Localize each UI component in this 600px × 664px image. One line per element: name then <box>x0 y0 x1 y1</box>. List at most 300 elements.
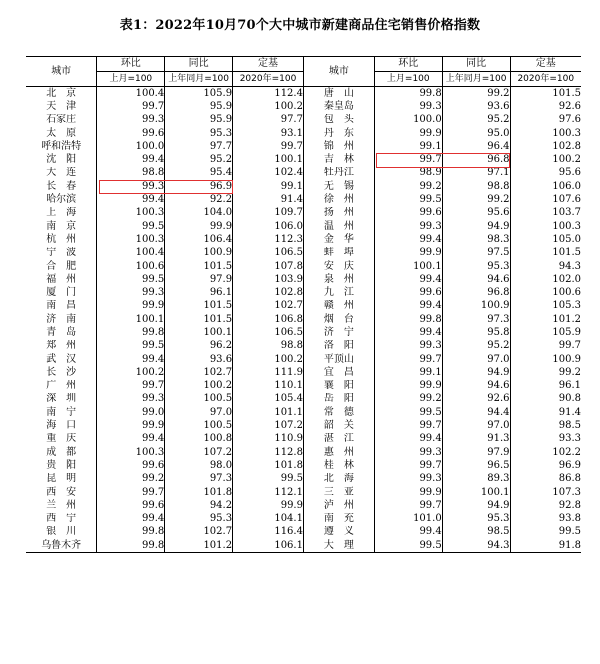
cell-mom-right: 98.9 <box>374 167 442 180</box>
cell-city-left: 贵 阳 <box>26 459 97 472</box>
cell-fixed-right: 100.6 <box>552 287 581 299</box>
cell-fixed-left: 103.9 <box>233 273 304 286</box>
cell-city-right: 吉 林 <box>303 153 374 166</box>
cell-mom-right: 101.0 <box>374 513 442 526</box>
cell-mom-right: 99.4 <box>374 233 442 246</box>
cell-fixed-right: 99.5 <box>558 526 581 538</box>
cell-yoy-right: 93.6 <box>442 100 510 113</box>
cell-yoy-right: 99.2 <box>442 87 510 101</box>
cell-city-right: 九 江 <box>303 286 374 299</box>
cell-yoy-left: 94.2 <box>165 499 233 512</box>
header-fixed-base-right: 2020年=100 <box>510 72 581 87</box>
cell-city-right: 安 庆 <box>303 260 374 273</box>
cell-yoy-right: 97.0 <box>442 419 510 432</box>
cell-yoy-right: 96.4 <box>442 140 510 153</box>
cell-city-right: 赣 州 <box>303 300 374 313</box>
cell-mom-right: 99.9 <box>374 127 442 140</box>
cell-mom-left: 99.8 <box>97 539 165 553</box>
cell-city-left: 西 安 <box>26 486 97 499</box>
table-row <box>26 459 581 472</box>
cell-yoy-right: 95.0 <box>442 127 510 140</box>
cell-city-right: 秦皇岛 <box>303 100 374 113</box>
cell-mom-right: 100.0 <box>374 114 442 127</box>
cell-yoy-right: 96.8 <box>442 286 510 299</box>
cell-fixed-left: 106.8 <box>233 313 304 326</box>
table-row <box>26 100 581 113</box>
cell-yoy-right: 95.2 <box>442 340 510 353</box>
cell-mom-right: 99.4 <box>374 326 442 339</box>
cell-mom-right: 99.3 <box>374 220 442 233</box>
cell-mom-left: 99.8 <box>97 526 165 539</box>
table-row <box>26 340 581 353</box>
cell-city-left: 合 肥 <box>26 260 97 273</box>
cell-city-left: 南 京 <box>26 220 97 233</box>
cell-mom-right: 99.6 <box>374 207 442 220</box>
cell-city-left: 石家庄 <box>26 114 97 127</box>
cell-mom-right: 99.8 <box>374 313 442 326</box>
cell-city-left: 哈尔滨 <box>26 193 97 206</box>
cell-fixed-right: 101.5 <box>552 87 581 99</box>
cell-fixed-left: 104.1 <box>233 513 304 526</box>
cell-yoy-left: 93.6 <box>165 353 233 366</box>
cell-fixed-right: 107.3 <box>552 486 581 498</box>
cell-fixed-right: 105.3 <box>552 300 581 312</box>
cell-yoy-left: 104.0 <box>165 207 233 220</box>
cell-fixed-right: 99.2 <box>558 366 581 378</box>
cell-fixed-right: 86.8 <box>558 473 581 485</box>
cell-city-right: 牡丹江 <box>303 167 374 180</box>
cell-mom-left: 98.8 <box>97 167 165 180</box>
cell-fixed-left: 99.5 <box>233 473 304 486</box>
cell-mom-right: 99.3 <box>374 446 442 459</box>
cell-yoy-right: 95.3 <box>442 513 510 526</box>
header-mom-left: 环比 <box>97 57 165 72</box>
cell-fixed-left: 106.0 <box>233 220 304 233</box>
cell-mom-right: 99.6 <box>374 286 442 299</box>
cell-fixed-right: 93.3 <box>558 433 581 445</box>
table-row <box>26 380 581 393</box>
cell-mom-right: 99.9 <box>374 380 442 393</box>
cell-city-left: 济 南 <box>26 313 97 326</box>
cell-mom-left: 99.9 <box>97 300 165 313</box>
cell-fixed-right: 92.6 <box>558 100 581 112</box>
cell-yoy-right: 97.9 <box>442 446 510 459</box>
table-row <box>26 406 581 419</box>
cell-yoy-left: 100.5 <box>165 393 233 406</box>
cell-city-left: 杭 州 <box>26 233 97 246</box>
cell-yoy-left: 100.1 <box>165 326 233 339</box>
cell-fixed-left: 112.3 <box>233 233 304 246</box>
cell-city-right: 湛 江 <box>303 433 374 446</box>
cell-mom-left: 99.4 <box>97 153 165 166</box>
header-yoy-base-right: 上年同月=100 <box>442 72 510 87</box>
cell-mom-right: 99.5 <box>374 539 442 553</box>
header-fixed-base-left: 2020年=100 <box>233 72 304 87</box>
cell-city-left: 福 州 <box>26 273 97 286</box>
cell-fixed-right: 98.5 <box>558 420 581 432</box>
cell-city-left: 青 岛 <box>26 326 97 339</box>
cell-city-left: 南 昌 <box>26 300 97 313</box>
cell-yoy-right: 99.2 <box>442 193 510 206</box>
cell-mom-right: 99.2 <box>374 180 442 193</box>
cell-city-left: 兰 州 <box>26 499 97 512</box>
cell-yoy-right: 94.9 <box>442 220 510 233</box>
cell-city-left: 沈 阳 <box>26 153 97 166</box>
cell-city-right: 温 州 <box>303 220 374 233</box>
cell-mom-left: 99.6 <box>97 127 165 140</box>
cell-city-right: 无 锡 <box>303 180 374 193</box>
cell-mom-left: 99.5 <box>97 220 165 233</box>
table-row <box>26 247 581 260</box>
cell-fixed-left: 100.2 <box>233 100 304 113</box>
cell-city-right: 金 华 <box>303 233 374 246</box>
cell-city-right: 锦 州 <box>303 140 374 153</box>
cell-mom-right: 99.7 <box>374 353 442 366</box>
table-row <box>26 313 581 326</box>
cell-mom-right: 99.4 <box>374 300 442 313</box>
cell-yoy-left: 101.5 <box>165 313 233 326</box>
table-row <box>26 300 581 313</box>
cell-mom-left: 99.7 <box>97 100 165 113</box>
cell-fixed-right: 102.8 <box>552 140 581 152</box>
cell-yoy-left: 96.2 <box>165 340 233 353</box>
cell-yoy-left: 101.5 <box>165 300 233 313</box>
cell-mom-left: 100.2 <box>97 366 165 379</box>
cell-fixed-right: 91.4 <box>558 406 581 418</box>
table-row <box>26 180 581 193</box>
cell-yoy-left: 96.1 <box>165 286 233 299</box>
cell-city-right: 南 充 <box>303 513 374 526</box>
cell-yoy-left: 101.5 <box>165 260 233 273</box>
cell-yoy-right: 94.6 <box>442 380 510 393</box>
cell-mom-left: 99.3 <box>97 393 165 406</box>
cell-mom-left: 100.0 <box>97 140 165 153</box>
cell-fixed-right: 90.8 <box>558 393 581 405</box>
cell-mom-left: 99.2 <box>97 473 165 486</box>
cell-mom-left: 99.3 <box>97 180 165 193</box>
cell-city-left: 武 汉 <box>26 353 97 366</box>
cell-yoy-right: 92.6 <box>442 393 510 406</box>
cell-fixed-left: 112.4 <box>233 87 304 101</box>
cell-mom-left: 100.3 <box>97 207 165 220</box>
cell-fixed-right: 100.9 <box>552 353 581 365</box>
cell-mom-right: 99.2 <box>374 393 442 406</box>
cell-city-left: 宁 波 <box>26 247 97 260</box>
cell-yoy-left: 105.9 <box>165 87 233 101</box>
cell-mom-right: 99.1 <box>374 366 442 379</box>
cell-city-right: 洛 阳 <box>303 340 374 353</box>
cell-city-right: 北 海 <box>303 473 374 486</box>
cell-fixed-right: 101.5 <box>552 247 581 259</box>
cell-mom-right: 99.9 <box>374 247 442 260</box>
cell-yoy-right: 91.3 <box>442 433 510 446</box>
cell-city-left: 成 都 <box>26 446 97 459</box>
cell-fixed-left: 97.7 <box>233 114 304 127</box>
cell-mom-left: 100.4 <box>97 87 165 101</box>
cell-mom-left: 99.4 <box>97 193 165 206</box>
cell-city-right: 丹 东 <box>303 127 374 140</box>
cell-city-left: 重 庆 <box>26 433 97 446</box>
cell-yoy-left: 97.7 <box>165 140 233 153</box>
header-yoy-left: 同比 <box>165 57 233 72</box>
cell-yoy-right: 97.3 <box>442 313 510 326</box>
table-row <box>26 273 581 286</box>
cell-mom-left: 99.6 <box>97 499 165 512</box>
cell-city-left: 大 连 <box>26 167 97 180</box>
cell-mom-left: 99.3 <box>97 114 165 127</box>
cell-fixed-right: 92.8 <box>558 499 581 511</box>
cell-mom-left: 99.9 <box>97 419 165 432</box>
cell-city-right: 蚌 埠 <box>303 247 374 260</box>
header-fixed-left: 定基 <box>233 57 304 72</box>
cell-mom-right: 99.1 <box>374 140 442 153</box>
header-city-left: 城市 <box>26 57 97 87</box>
header-city-right: 城市 <box>303 57 374 87</box>
cell-yoy-left: 95.2 <box>165 153 233 166</box>
cell-fixed-left: 109.7 <box>233 207 304 220</box>
header-mom-right: 环比 <box>374 57 442 72</box>
cell-mom-left: 99.7 <box>97 380 165 393</box>
cell-city-left: 南 宁 <box>26 406 97 419</box>
cell-fixed-left: 101.8 <box>233 459 304 472</box>
cell-mom-left: 99.5 <box>97 340 165 353</box>
cell-fixed-left: 100.1 <box>233 153 304 166</box>
cell-fixed-left: 110.9 <box>233 433 304 446</box>
cell-yoy-right: 95.8 <box>442 326 510 339</box>
table-row <box>26 87 581 101</box>
cell-yoy-right: 98.8 <box>442 180 510 193</box>
table-body <box>26 87 581 553</box>
cell-mom-left: 99.4 <box>97 433 165 446</box>
cell-fixed-left: 110.1 <box>233 380 304 393</box>
cell-fixed-right: 91.8 <box>510 539 581 553</box>
cell-city-left: 呼和浩特 <box>26 140 97 153</box>
cell-yoy-right: 95.3 <box>442 260 510 273</box>
cell-mom-left: 99.0 <box>97 406 165 419</box>
cell-fixed-left: 98.8 <box>233 340 304 353</box>
cell-fixed-left: 99.7 <box>233 140 304 153</box>
cell-yoy-left: 100.5 <box>165 419 233 432</box>
table-row <box>26 353 581 366</box>
cell-mom-right: 99.4 <box>374 433 442 446</box>
cell-yoy-left: 100.8 <box>165 433 233 446</box>
cell-mom-left: 99.6 <box>97 459 165 472</box>
table-row <box>26 433 581 446</box>
cell-fixed-left: 99.1 <box>233 180 304 193</box>
cell-yoy-right: 97.1 <box>442 167 510 180</box>
cell-city-right: 惠 州 <box>303 446 374 459</box>
cell-fixed-right: 102.2 <box>552 446 581 458</box>
cell-fixed-right: 103.7 <box>552 207 581 219</box>
cell-yoy-left: 107.2 <box>165 446 233 459</box>
cell-mom-left: 99.3 <box>97 286 165 299</box>
table-row <box>26 513 581 526</box>
cell-fixed-left: 105.4 <box>233 393 304 406</box>
cell-yoy-right: 100.1 <box>442 486 510 499</box>
cell-yoy-left: 100.2 <box>165 380 233 393</box>
cell-city-right: 襄 阳 <box>303 380 374 393</box>
cell-mom-left: 100.1 <box>97 313 165 326</box>
cell-yoy-right: 94.9 <box>442 366 510 379</box>
table-row <box>26 114 581 127</box>
cell-fixed-left: 102.8 <box>233 286 304 299</box>
cell-yoy-right: 97.0 <box>442 353 510 366</box>
cell-fixed-left: 112.1 <box>233 486 304 499</box>
cell-fixed-left: 107.2 <box>233 419 304 432</box>
cell-mom-right: 99.7 <box>374 459 442 472</box>
cell-fixed-right: 96.9 <box>558 459 581 471</box>
cell-city-left: 乌鲁木齐 <box>26 539 97 553</box>
cell-city-left: 西 宁 <box>26 513 97 526</box>
cell-city-left: 广 州 <box>26 380 97 393</box>
cell-yoy-right: 94.6 <box>442 273 510 286</box>
cell-mom-left: 100.6 <box>97 260 165 273</box>
table-row <box>26 499 581 512</box>
cell-yoy-left: 96.9 <box>165 180 233 193</box>
cell-city-left: 长 沙 <box>26 366 97 379</box>
cell-yoy-left: 101.2 <box>165 539 233 553</box>
cell-yoy-right: 100.9 <box>442 300 510 313</box>
cell-fixed-left: 106.5 <box>233 326 304 339</box>
price-index-table <box>26 56 581 553</box>
cell-mom-right: 99.3 <box>374 473 442 486</box>
table-row <box>26 167 581 180</box>
table-row <box>26 539 581 553</box>
cell-yoy-right: 95.2 <box>442 114 510 127</box>
cell-yoy-right: 96.5 <box>442 459 510 472</box>
table-row <box>26 207 581 220</box>
cell-fixed-right: 100.3 <box>552 220 581 232</box>
header-yoy-base-left: 上年同月=100 <box>165 72 233 87</box>
cell-yoy-left: 95.9 <box>165 100 233 113</box>
cell-city-left: 海 口 <box>26 419 97 432</box>
cell-city-right: 扬 州 <box>303 207 374 220</box>
cell-yoy-right: 96.8 <box>442 153 510 166</box>
cell-mom-right: 99.9 <box>374 486 442 499</box>
table-row <box>26 419 581 432</box>
cell-mom-left: 100.4 <box>97 247 165 260</box>
table-row <box>26 233 581 246</box>
cell-city-right: 常 德 <box>303 406 374 419</box>
cell-mom-right: 99.7 <box>374 499 442 512</box>
cell-mom-left: 100.3 <box>97 446 165 459</box>
cell-city-right: 岳 阳 <box>303 393 374 406</box>
cell-fixed-left: 91.4 <box>233 193 304 206</box>
cell-mom-right: 99.4 <box>374 526 442 539</box>
cell-fixed-right: 97.6 <box>558 114 581 126</box>
cell-mom-right: 99.7 <box>374 153 442 166</box>
cell-fixed-right: 96.1 <box>558 380 581 392</box>
table-row <box>26 220 581 233</box>
cell-city-right: 泸 州 <box>303 499 374 512</box>
cell-city-right: 济 宁 <box>303 326 374 339</box>
cell-mom-left: 99.7 <box>97 486 165 499</box>
cell-mom-right: 99.5 <box>374 406 442 419</box>
cell-fixed-left: 101.1 <box>233 406 304 419</box>
cell-yoy-left: 95.4 <box>165 167 233 180</box>
cell-yoy-right: 94.4 <box>442 406 510 419</box>
cell-city-left: 昆 明 <box>26 473 97 486</box>
cell-fixed-left: 102.4 <box>233 167 304 180</box>
cell-mom-left: 99.4 <box>97 353 165 366</box>
cell-city-right: 徐 州 <box>303 193 374 206</box>
cell-mom-left: 100.3 <box>97 233 165 246</box>
cell-yoy-left: 92.2 <box>165 193 233 206</box>
cell-city-left: 厦 门 <box>26 286 97 299</box>
cell-fixed-left: 106.1 <box>233 539 304 553</box>
cell-yoy-right: 89.3 <box>442 473 510 486</box>
cell-yoy-right: 98.3 <box>442 233 510 246</box>
cell-fixed-left: 99.9 <box>233 499 304 512</box>
cell-yoy-right: 95.6 <box>442 207 510 220</box>
cell-fixed-left: 107.8 <box>233 260 304 273</box>
cell-city-right: 泉 州 <box>303 273 374 286</box>
cell-fixed-right: 99.7 <box>558 340 581 352</box>
cell-city-right: 烟 台 <box>303 313 374 326</box>
table-row <box>26 193 581 206</box>
table-row <box>26 260 581 273</box>
table-row <box>26 393 581 406</box>
cell-yoy-left: 106.4 <box>165 233 233 246</box>
header-yoy-right: 同比 <box>442 57 510 72</box>
cell-mom-right: 99.4 <box>374 273 442 286</box>
table-row <box>26 526 581 539</box>
header-fixed-right: 定基 <box>510 57 581 72</box>
cell-yoy-left: 99.9 <box>165 220 233 233</box>
cell-city-right: 大 理 <box>303 539 374 553</box>
cell-city-left: 上 海 <box>26 207 97 220</box>
cell-yoy-left: 97.0 <box>165 406 233 419</box>
cell-city-left: 北 京 <box>26 87 97 101</box>
cell-fixed-left: 100.2 <box>233 353 304 366</box>
header-mom-base-right: 上月=100 <box>374 72 442 87</box>
table-row <box>26 326 581 339</box>
cell-yoy-right: 98.5 <box>442 526 510 539</box>
cell-fixed-right: 93.8 <box>558 513 581 525</box>
table-row <box>26 127 581 140</box>
cell-fixed-right: 94.3 <box>558 260 581 272</box>
cell-fixed-right: 100.3 <box>552 127 581 139</box>
cell-yoy-left: 97.3 <box>165 473 233 486</box>
cell-fixed-left: 111.9 <box>233 366 304 379</box>
cell-city-left: 深 圳 <box>26 393 97 406</box>
cell-yoy-left: 97.9 <box>165 273 233 286</box>
cell-mom-right: 99.3 <box>374 100 442 113</box>
cell-fixed-right: 101.2 <box>552 313 581 325</box>
cell-city-right: 三 亚 <box>303 486 374 499</box>
cell-fixed-left: 102.7 <box>233 300 304 313</box>
cell-yoy-left: 95.3 <box>165 513 233 526</box>
cell-mom-right: 99.7 <box>374 419 442 432</box>
cell-fixed-right: 107.6 <box>552 194 581 206</box>
cell-city-right: 平顶山 <box>303 353 374 366</box>
cell-fixed-right: 102.0 <box>552 273 581 285</box>
cell-city-right: 桂 林 <box>303 459 374 472</box>
cell-city-left: 天 津 <box>26 100 97 113</box>
cell-city-right: 遵 义 <box>303 526 374 539</box>
cell-city-left: 长 春 <box>26 180 97 193</box>
cell-fixed-left: 116.4 <box>233 526 304 539</box>
table-row <box>26 486 581 499</box>
cell-mom-left: 99.5 <box>97 273 165 286</box>
cell-city-right: 宜 昌 <box>303 366 374 379</box>
table-row <box>26 366 581 379</box>
cell-fixed-right: 100.2 <box>552 154 581 166</box>
cell-city-right: 包 头 <box>303 114 374 127</box>
cell-fixed-left: 112.8 <box>233 446 304 459</box>
table-row <box>26 473 581 486</box>
cell-yoy-right: 94.3 <box>442 539 510 553</box>
